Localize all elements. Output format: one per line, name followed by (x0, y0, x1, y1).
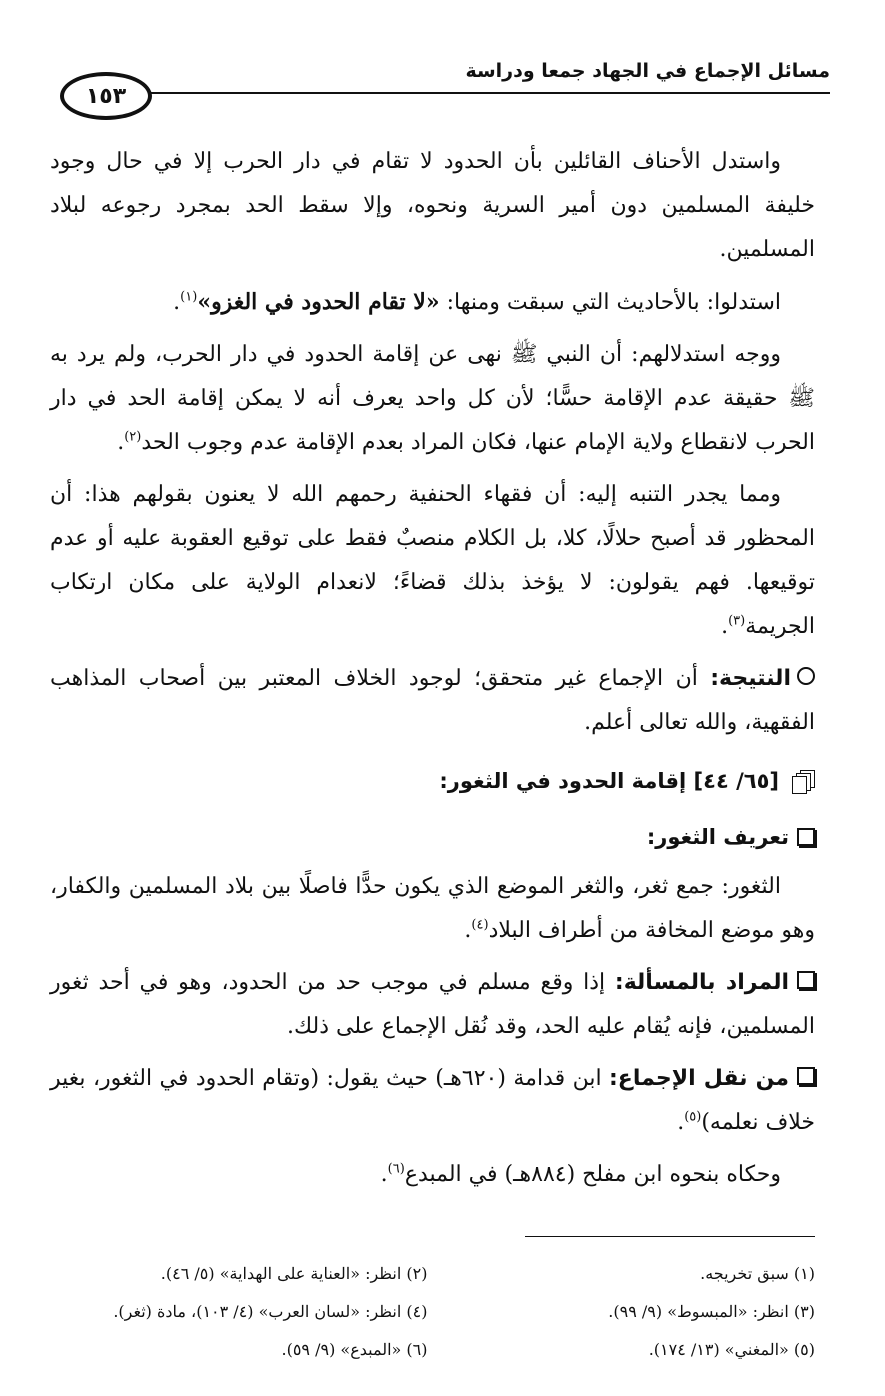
footnote-ref-4: (٤) (471, 917, 489, 933)
running-header (40, 54, 830, 124)
consensus-text: ابن قدامة (٦٢٠هـ) حيث يقول: (وتقام الحدود في الثغور، بغير خلاف نعلمه) (50, 1066, 815, 1135)
note-text: ومما يجدر التنبه إليه: أن فقهاء الحنفية رحمهم الله لا يعنون بقولهم هذا: أن المحظور قد أصبح حلالًا، كلا، بل الكلام منصبٌ فقط على توقيع العقوبة عليه أو عدم توقيعها. فهم يقولون: لا يؤخذ بذلك قضاءً؛ لانعدام الولاية على مكان ارتكاب الجريمة (50, 482, 815, 639)
footnote-rule (525, 1236, 815, 1237)
footnote-2: (٢) انظر: «العناية على الهداية» (٥/ ٤٦). (160, 1264, 428, 1283)
paragraph-hanafi-view: واستدل الأحناف القائلين بأن الحدود لا تقام في دار الحرب إلا في حال وجود خليفة المسلمين دون أمير السرية ونحوه، وإلا سقط الحد بمجرد رجوعه لبلاد المسلمين. (50, 149, 815, 262)
footnote-ref-5: (٥) (684, 1109, 702, 1125)
footnote-ref-1: (١) (180, 289, 198, 305)
paragraph-evidence (50, 280, 815, 325)
consensus-label: من نقل الإجماع: (609, 1066, 789, 1091)
running-title: مسائل الإجماع في الجهاد جمعا ودراسة (465, 60, 830, 82)
circle-bullet-icon (797, 667, 815, 685)
definition-heading (50, 815, 815, 859)
period: . (464, 918, 472, 943)
square-bullet-icon (797, 1067, 815, 1085)
paragraph-meaning (50, 961, 815, 1049)
footnotes (60, 1255, 815, 1369)
result-text: أن الإجماع غير متحقق؛ لوجود الخلاف المعتبر بين أصحاب المذاهب الفقهية، والله تعالى أعلم. (50, 666, 815, 735)
evidence-text: استدلوا: بالأحاديث التي سبقت ومنها: (439, 290, 781, 315)
period: . (677, 1110, 685, 1135)
meaning-label: المراد بالمسألة: (614, 970, 789, 995)
section-heading (50, 759, 815, 803)
footnote-ref-6: (٦) (387, 1161, 405, 1177)
reasoning-text: ووجه استدلالهم: أن النبي ﷺ نهى عن إقامة الحدود في دار الحرب، ولم يرد به ﷺ حقيقة عدم الإقامة حسًّا؛ لأن كل واحد يعرف أنه لا يمكن إقامة الحد في دار الحرب لانقطاع ولاية الإمام عنها، فكان المراد بعدم الإقامة عدم وجوب الحد (50, 342, 815, 455)
section-title: [٦٥/ ٤٤] إقامة الحدود في الثغور: (439, 769, 779, 793)
period: . (721, 614, 729, 639)
documents-icon (793, 770, 815, 792)
paragraph-consensus (50, 1057, 815, 1145)
paragraph-definition (50, 865, 815, 953)
header-rule (135, 92, 830, 94)
footnote-4: (٤) انظر: «لسان العرب» (٤/ ١٠٣)، مادة (ثغر). (113, 1302, 428, 1321)
footnote-1: (١) سبق تخريجه. (700, 1264, 815, 1283)
meaning-text: إذا وقع مسلم في موجب حد من الحدود، وهو في أحد ثغور المسلمين، فإنه يُقام عليه الحد، وقد نُقل الإجماع على ذلك. (50, 970, 815, 1039)
footnote-ref-2: (٢) (124, 429, 142, 445)
result-label: النتيجة: (710, 666, 791, 691)
page-number: ١٥٣ (60, 72, 152, 120)
square-bullet-icon (797, 828, 815, 846)
paragraph-note (50, 473, 815, 649)
footnote-ref-3: (٣) (728, 613, 746, 629)
page-body (50, 140, 815, 1205)
hadith-quote: «لا تقام الحدود في الغزو» (197, 289, 440, 315)
ibn-muflih-text: وحكاه بنحوه ابن مفلح (٨٨٤هـ) في المبدع (404, 1162, 781, 1187)
period: . (380, 1162, 388, 1187)
paragraph-result (50, 657, 815, 745)
paragraph-ibn-muflih (50, 1153, 815, 1197)
footnote-6: (٦) «المبدع» (٩/ ٥٩). (281, 1340, 428, 1359)
footnote-3: (٣) انظر: «المبسوط» (٩/ ٩٩). (608, 1302, 815, 1321)
period: . (117, 430, 125, 455)
definition-text: الثغور: جمع ثغر، والثغر الموضع الذي يكون حدًّا فاصلًا بين بلاد المسلمين والكفار، وهو موضع المخافة من أطراف البلاد (50, 874, 815, 943)
footnote-5: (٥) «المغني» (١٣/ ١٧٤). (648, 1340, 815, 1359)
period: . (173, 290, 181, 315)
paragraph-reasoning (50, 333, 815, 465)
square-bullet-icon (797, 971, 815, 989)
definition-title: تعريف الثغور: (646, 825, 789, 849)
